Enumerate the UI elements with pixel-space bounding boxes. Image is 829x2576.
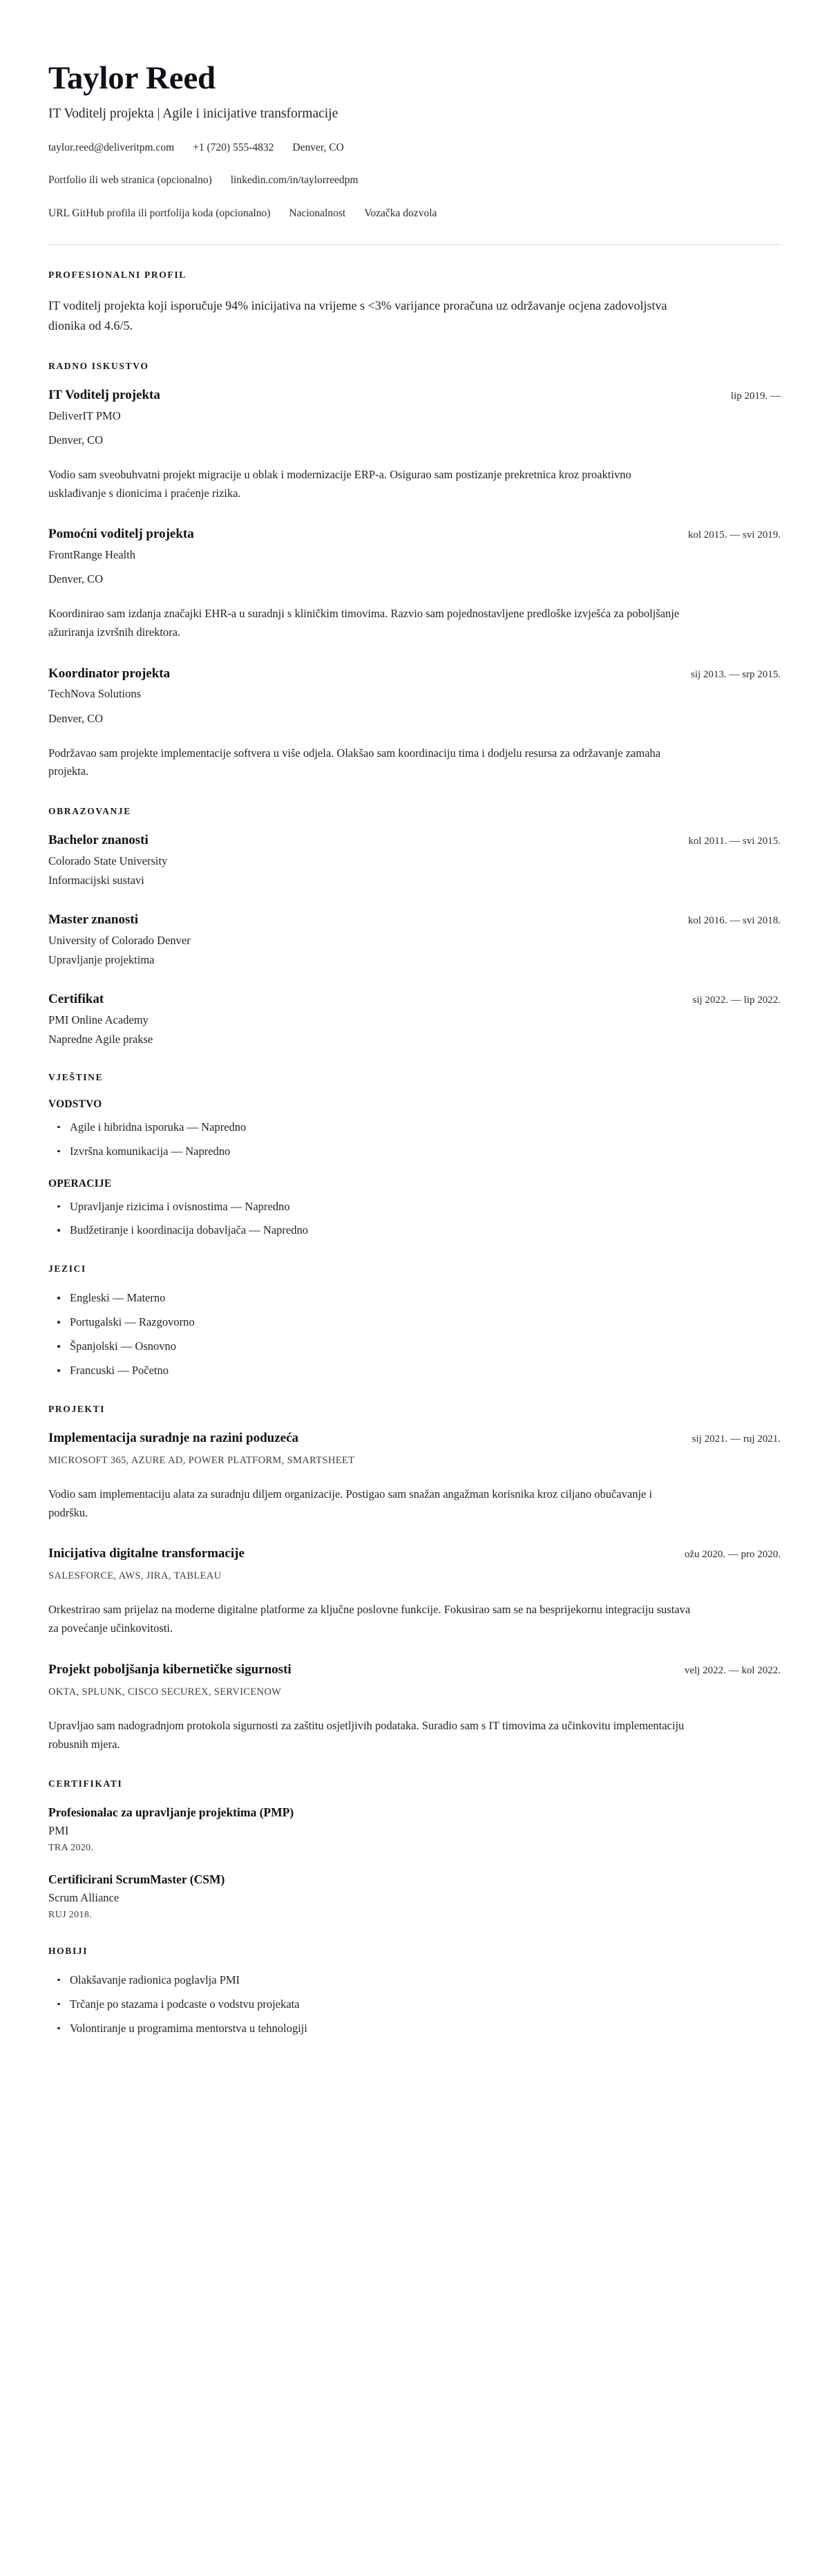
education-field: Informacijski sustavi — [48, 873, 144, 887]
summary-text: IT voditelj projekta koji isporučuje 94% inicijativa na vrijeme s <3% varijance proračuna uz održavanje ocjena zadovoljstva dionika od 4.6/5. — [48, 298, 667, 332]
section-experience — [48, 361, 781, 781]
hobby-item: Volontiranje u programima mentorstva u tehnologiji — [48, 2020, 781, 2037]
contact-email[interactable]: taylor.reed@deliveritpm.com — [48, 142, 175, 154]
experience-entry — [48, 526, 781, 641]
candidate-headline: IT Voditelj projekta | Agile i inicijative transformacije — [48, 106, 339, 121]
contact-location: Denver, CO — [292, 142, 344, 154]
language-item: Španjolski — Osnovno — [48, 1338, 781, 1355]
certificate-name: Profesionalac za upravljanje projektima (PMP) — [48, 1805, 294, 1820]
skill-list — [48, 1119, 781, 1160]
education-field: Upravljanje projektima — [48, 952, 155, 966]
experience-location: Denver, CO — [48, 711, 104, 725]
certificate-entry — [48, 1805, 781, 1854]
education-field: Napredne Agile prakse — [48, 1032, 153, 1046]
experience-entry — [48, 387, 781, 502]
experience-role: Pomoćni voditelj projekta — [48, 527, 194, 542]
education-school: Colorado State University — [48, 854, 168, 867]
education-degree: Master znanosti — [48, 912, 138, 927]
hobby-item: Olakšavanje radionica poglavlja PMI — [48, 1972, 781, 1989]
experience-date: lip 2019. — — [730, 391, 781, 402]
project-stack: SALESFORCE, AWS, JIRA, TABLEAU — [48, 1570, 222, 1582]
contact-row-extra — [48, 205, 781, 221]
section-certificates — [48, 1778, 781, 1921]
experience-entry — [48, 666, 781, 781]
experience-entry-head — [48, 526, 781, 543]
experience-date: kol 2015. — svi 2019. — [687, 529, 781, 541]
experience-company: DeliverIT PMO — [48, 408, 121, 422]
contact-phone[interactable]: +1 (720) 555-4832 — [193, 142, 274, 154]
education-entry-head — [48, 991, 781, 1008]
skill-group — [48, 1178, 781, 1239]
section-skills — [48, 1072, 781, 1239]
section-title-projects: PROJEKTI — [48, 1404, 106, 1415]
section-languages — [48, 1263, 781, 1379]
language-item: Engleski — Materno — [48, 1290, 781, 1306]
contact-driving-licence-placeholder[interactable]: Vozačka dozvola — [364, 207, 437, 219]
certificate-date: TRA 2020. — [48, 1843, 94, 1854]
project-date: sij 2021. — ruj 2021. — [692, 1433, 781, 1445]
project-entry-head — [48, 1545, 781, 1563]
hobby-item: Trčanje po stazama i podcaste o vodstvu projekata — [48, 1996, 781, 2013]
certificate-issuer: PMI — [48, 1824, 69, 1838]
education-entry-head — [48, 832, 781, 849]
language-item: Portugalski — Razgovorno — [48, 1314, 781, 1331]
project-entry — [48, 1430, 781, 1522]
certificate-date: RUJ 2018. — [48, 1909, 93, 1920]
skill-group-title: VODSTVO — [48, 1098, 102, 1110]
section-summary — [48, 270, 781, 336]
experience-entry-head — [48, 666, 781, 683]
education-entry-head — [48, 912, 781, 929]
experience-description: Koordinirao sam izdanja značajki EHR-a u suradnji s kliničkim timovima. Razvio sam pojednostavljene predloške izvješća za poboljšanje ažuriranja izvršnih direktora. — [48, 607, 680, 639]
contact-row-web — [48, 172, 781, 188]
experience-description: Vodio sam sveobuhvatni projekt migracije u oblak i modernizacije ERP-a. Osigurao sam postizanje prekretnica kroz proaktivno usklađivanje s dionicima i praćenje rizika. — [48, 468, 631, 500]
contact-github-placeholder[interactable]: URL GitHub profila ili portfolija koda (opcionalno) — [48, 207, 271, 219]
certificate-name: Certificirani ScrumMaster (CSM) — [48, 1872, 225, 1887]
experience-role: IT Voditelj projekta — [48, 388, 160, 403]
experience-role: Koordinator projekta — [48, 666, 171, 681]
project-description: Vodio sam implementaciju alata za suradnju diljem organizacije. Postigao sam snažan angažman korisnika kroz ciljano obučavanje i podršku. — [48, 1487, 653, 1519]
skill-list — [48, 1198, 781, 1239]
experience-entry-head — [48, 387, 781, 404]
language-item: Francuski — Početno — [48, 1362, 781, 1379]
project-description: Upravljao sam nadogradnjom protokola sigurnosti za zaštitu osjetljivih podataka. Suradio sam s IT timovima za učinkovitu implementaciju robusnih mjera. — [48, 1718, 685, 1751]
experience-description: Podržavao sam projekte implementacije softvera u više odjela. Olakšao sam koordinaciju tima i dodjelu resursa za održavanje zamaha projekta. — [48, 746, 661, 778]
education-date: kol 2011. — svi 2015. — [688, 836, 781, 847]
project-entry-head — [48, 1430, 781, 1447]
project-stack: MICROSOFT 365, AZURE AD, POWER PLATFORM, SMARTSHEET — [48, 1454, 355, 1466]
skill-item: Agile i hibridna isporuka — Napredno — [48, 1119, 781, 1136]
project-name: Implementacija suradnje na razini poduzeća — [48, 1431, 299, 1446]
skill-group — [48, 1098, 781, 1160]
education-degree: Certifikat — [48, 991, 104, 1006]
certificate-issuer: Scrum Alliance — [48, 1890, 120, 1904]
contact-linkedin[interactable]: linkedin.com/in/taylorreedpm — [230, 174, 359, 187]
header-divider — [48, 244, 781, 245]
experience-date: sij 2013. — srp 2015. — [690, 668, 781, 680]
project-entry — [48, 1545, 781, 1637]
resume-header — [48, 61, 781, 245]
section-title-education: OBRAZOVANJE — [48, 806, 131, 817]
language-list — [48, 1290, 781, 1379]
project-entry — [48, 1662, 781, 1754]
section-hobbies — [48, 1946, 781, 2037]
project-description: Orkestrirao sam prijelaz na moderne digitalne platforme za ključne poslovne funkcije. Fokusirao sam se na besprijekornu integraciju sustava za povećanje učinkovitosti. — [48, 1603, 691, 1635]
hobby-list — [48, 1972, 781, 2037]
education-school: PMI Online Academy — [48, 1013, 149, 1026]
skill-item: Upravljanje rizicima i ovisnostima — Napredno — [48, 1198, 781, 1215]
contact-row-primary — [48, 140, 781, 156]
education-entry — [48, 991, 781, 1047]
education-date: sij 2022. — lip 2022. — [692, 994, 781, 1006]
section-title-skills: VJEŠTINE — [48, 1071, 104, 1082]
section-title-experience: RADNO ISKUSTVO — [48, 361, 149, 372]
section-title-summary: PROFESIONALNI PROFIL — [48, 269, 187, 280]
experience-location: Denver, CO — [48, 433, 104, 446]
project-date: ožu 2020. — pro 2020. — [684, 1549, 781, 1561]
section-title-hobbies: HOBIJI — [48, 1945, 88, 1956]
experience-location: Denver, CO — [48, 572, 104, 586]
skill-item: Budžetiranje i koordinacija dobavljača — Napredno — [48, 1222, 781, 1239]
section-title-certificates: CERTIFIKATI — [48, 1778, 123, 1789]
education-entry — [48, 832, 781, 888]
education-date: kol 2016. — svi 2018. — [687, 914, 781, 926]
education-entry — [48, 912, 781, 968]
section-projects — [48, 1404, 781, 1754]
skill-item: Izvršna komunikacija — Napredno — [48, 1143, 781, 1160]
project-date: velj 2022. — kol 2022. — [684, 1664, 781, 1676]
project-entry-head — [48, 1662, 781, 1679]
project-name: Inicijativa digitalne transformacije — [48, 1546, 245, 1561]
contact-nationality-placeholder[interactable]: Nacionalnost — [289, 207, 346, 219]
certificate-entry — [48, 1872, 781, 1921]
experience-company: FrontRange Health — [48, 548, 136, 562]
contact-portfolio-placeholder[interactable]: Portfolio ili web stranica (opcionalno) — [48, 174, 212, 187]
education-school: University of Colorado Denver — [48, 933, 191, 947]
candidate-name: Taylor Reed — [48, 60, 216, 96]
experience-company: TechNova Solutions — [48, 687, 142, 701]
project-stack: OKTA, SPLUNK, CISCO SECUREX, SERVICENOW — [48, 1686, 282, 1698]
skill-group-title: OPERACIJE — [48, 1177, 112, 1190]
project-name: Projekt poboljšanja kibernetičke sigurnosti — [48, 1662, 292, 1677]
section-title-languages: JEZICI — [48, 1263, 86, 1275]
education-degree: Bachelor znanosti — [48, 833, 149, 848]
section-education — [48, 806, 781, 1047]
